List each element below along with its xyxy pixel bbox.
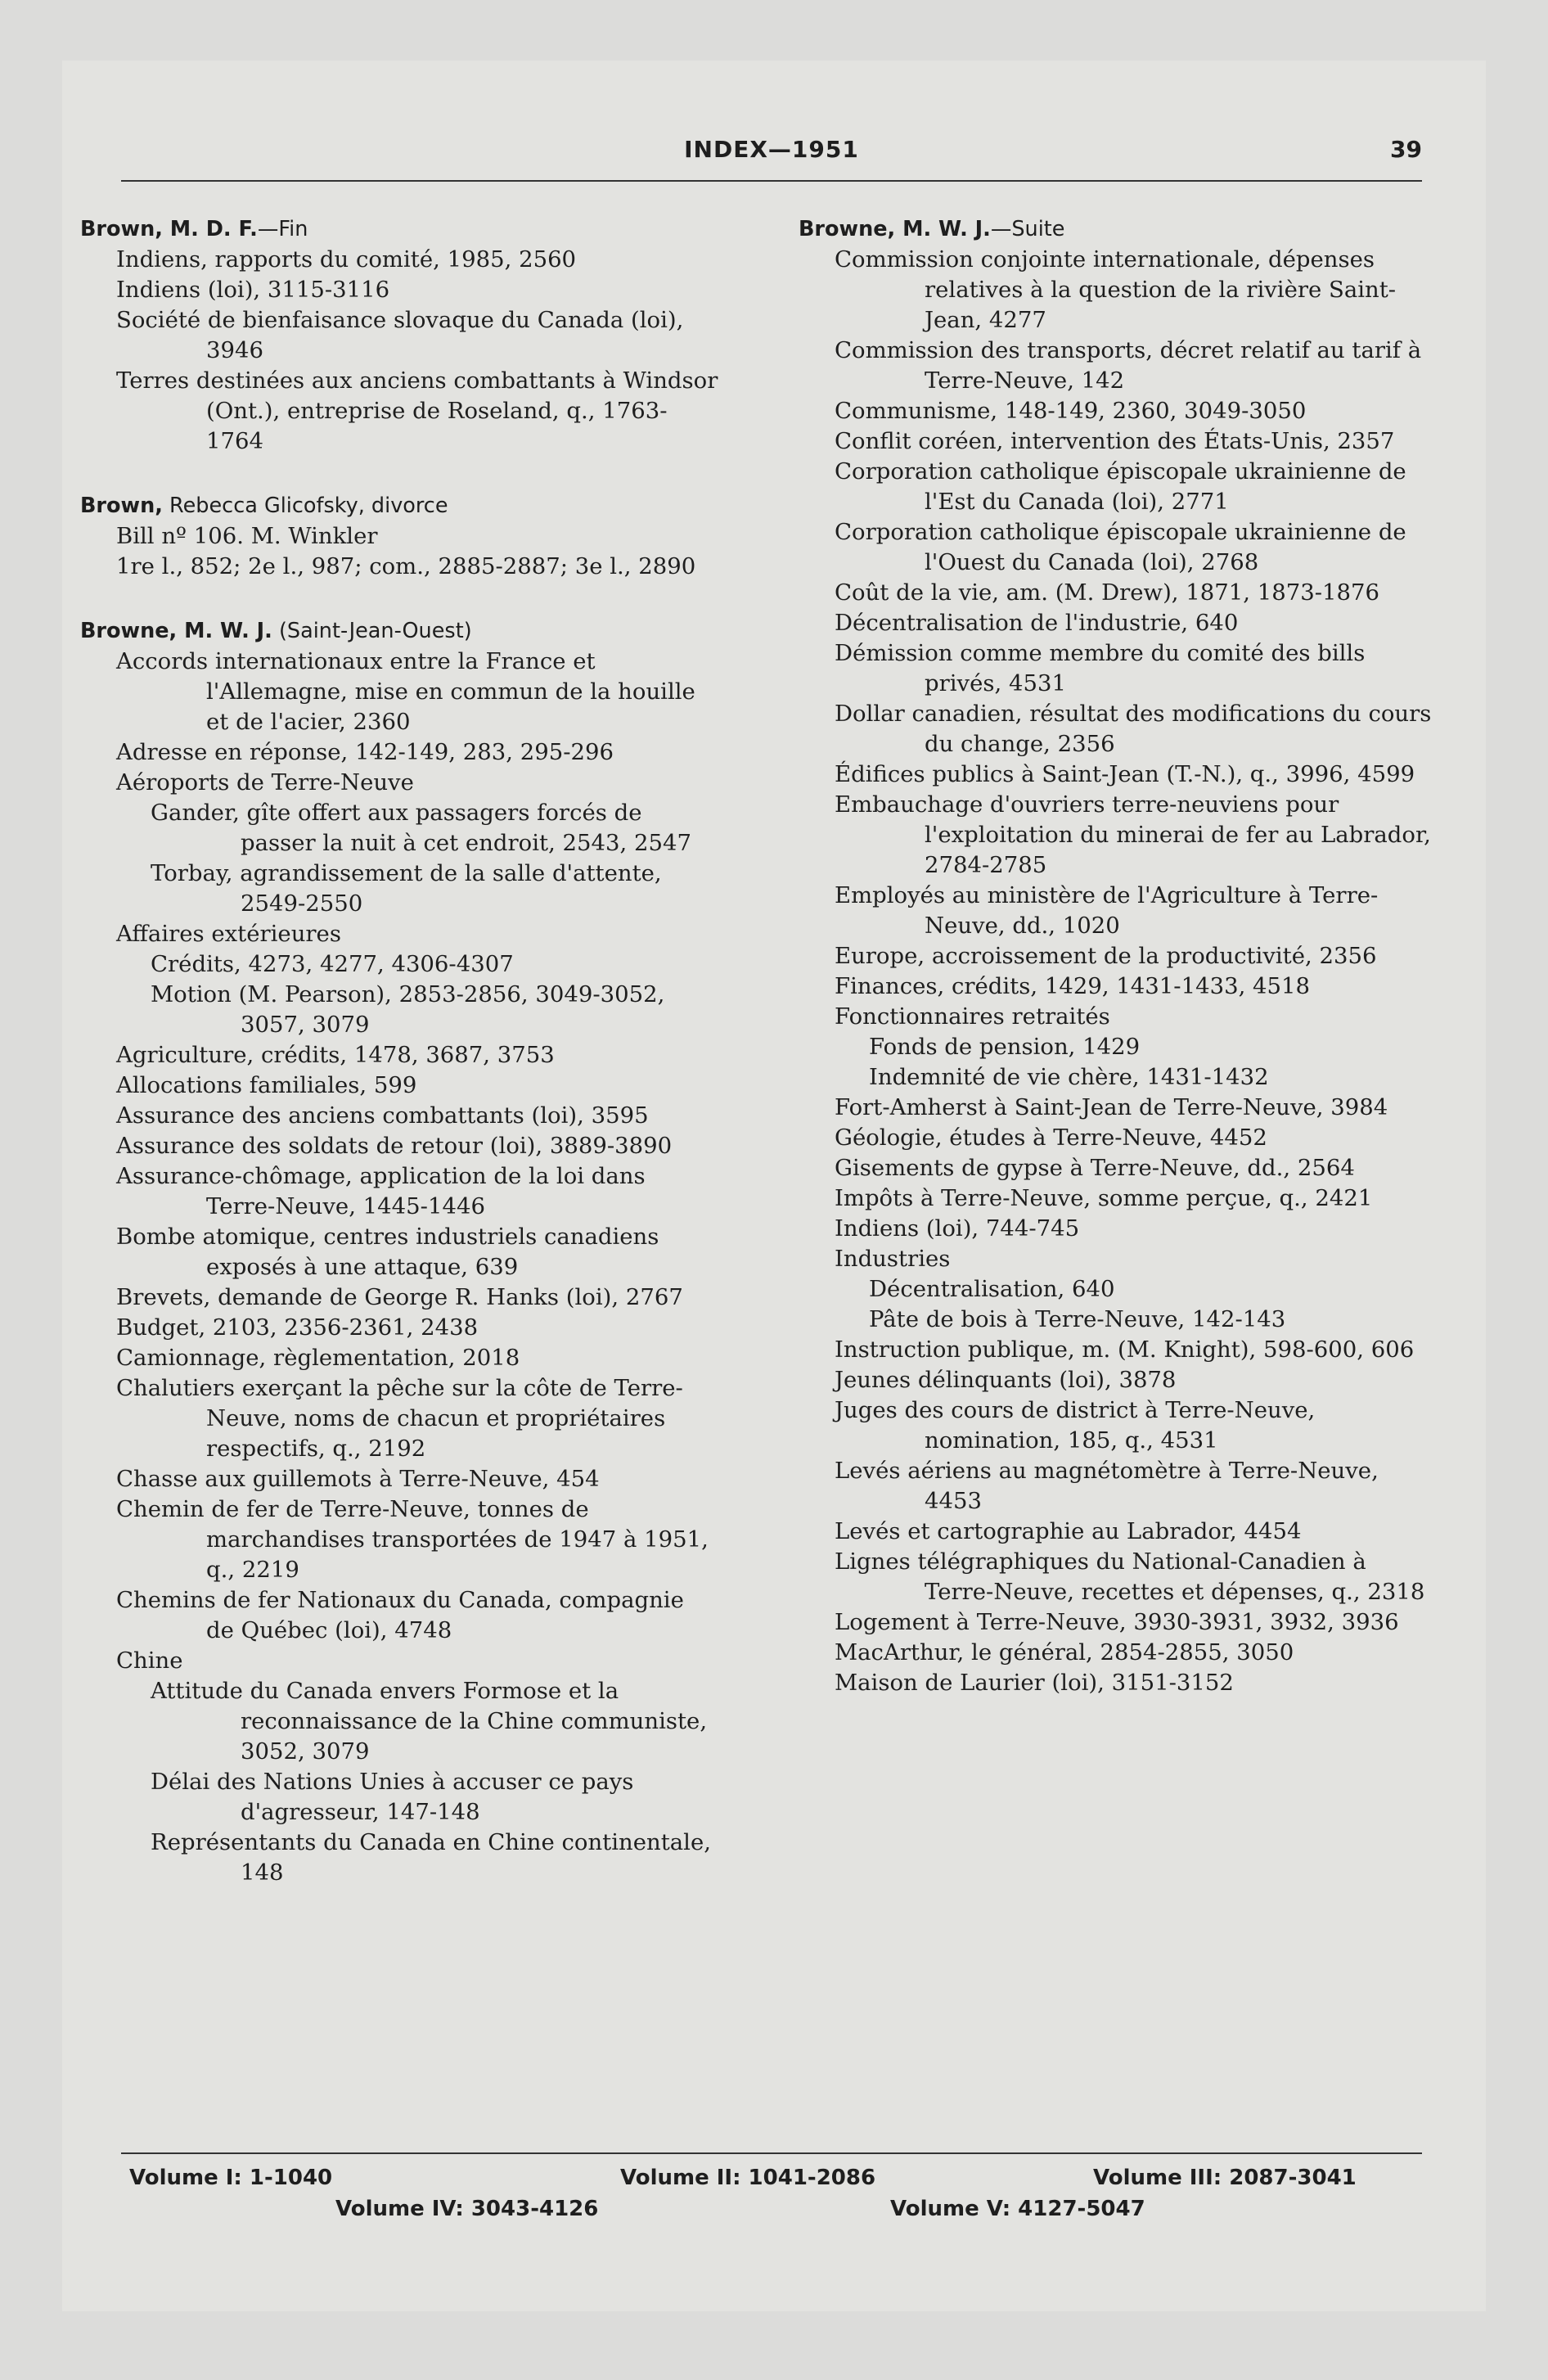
index-entry: Chine xyxy=(116,1648,183,1674)
index-block xyxy=(80,491,718,582)
index-entry: Chasse aux guillemots à Terre-Neuve, 454 xyxy=(116,1466,600,1492)
index-entry: Commission conjointe internationale, dépenses relatives à la question de la rivière Saint-Jean, 4277 xyxy=(835,246,1397,333)
index-entry: Levés et cartographie au Labrador, 4454 xyxy=(835,1518,1302,1544)
index-entry: Indiens (loi), 3115-3116 xyxy=(116,277,390,303)
left-column xyxy=(80,214,718,1922)
index-entry: Indiens, rapports du comité, 1985, 2560 xyxy=(116,246,577,273)
index-subentry: Fonds de pension, 1429 xyxy=(869,1034,1141,1060)
index-heading xyxy=(80,616,718,647)
heading-qualifier: (Saint-Jean-Ouest) xyxy=(272,619,472,643)
index-entry: Logement à Terre-Neuve, 3930-3931, 3932, 3936 xyxy=(835,1609,1399,1635)
index-entry: MacArthur, le général, 2854-2855, 3050 xyxy=(835,1639,1294,1666)
index-entry: Coût de la vie, am. (M. Drew), 1871, 1873-1876 xyxy=(835,579,1380,606)
footer-row-1 xyxy=(121,2162,1422,2193)
index-entry: Démission comme membre du comité des bills privés, 4531 xyxy=(835,640,1366,696)
index-entry: Chemin de fer de Terre-Neuve, tonnes de marchandises transportées de 1947 à 1951, q., 2219 xyxy=(116,1496,709,1583)
index-entry: Brevets, demande de George R. Hanks (loi), 2767 xyxy=(116,1284,683,1310)
index-entry: Fonctionnaires retraités xyxy=(835,1003,1110,1030)
index-entry: Décentralisation de l'industrie, 640 xyxy=(835,610,1239,636)
index-entry: Bill nº 106. M. Winkler xyxy=(116,523,378,549)
index-entry: Corporation catholique épiscopale ukrainienne de l'Est du Canada (loi), 2771 xyxy=(835,458,1406,515)
index-entry: Indiens (loi), 744-745 xyxy=(835,1215,1080,1242)
index-entry: Camionnage, règlementation, 2018 xyxy=(116,1345,520,1371)
index-entry: Édifices publics à Saint-Jean (T.-N.), q., 3996, 4599 xyxy=(835,761,1415,787)
index-entry: Aéroports de Terre-Neuve xyxy=(116,769,414,796)
index-entry: Assurance des anciens combattants (loi), 3595 xyxy=(116,1102,649,1129)
index-entry: Fort-Amherst à Saint-Jean de Terre-Neuve, 3984 xyxy=(835,1094,1388,1120)
index-subentry: Pâte de bois à Terre-Neuve, 142-143 xyxy=(869,1306,1286,1332)
index-entry: Adresse en réponse, 142-149, 283, 295-296 xyxy=(116,739,614,765)
index-entry: Chemins de fer Nationaux du Canada, compagnie de Québec (loi), 4748 xyxy=(116,1587,684,1643)
index-entry: Impôts à Terre-Neuve, somme perçue, q., 2421 xyxy=(835,1185,1373,1211)
heading-name: Brown, M. D. F. xyxy=(80,217,258,241)
index-entry: Communisme, 148-149, 2360, 3049-3050 xyxy=(835,398,1307,424)
index-entry: Commission des transports, décret relatif au tarif à Terre-Neuve, 142 xyxy=(835,337,1422,394)
index-block xyxy=(80,214,718,457)
index-entry: Accords internationaux entre la France et l'Allemagne, mise en commun de la houille et de l'acier, 2360 xyxy=(116,648,695,735)
index-entry: Industries xyxy=(835,1246,951,1272)
index-entry: Levés aériens au magnétomètre à Terre-Neuve, 4453 xyxy=(835,1458,1379,1514)
heading-name: Brown, xyxy=(80,494,163,518)
index-entry: Allocations familiales, 599 xyxy=(116,1072,417,1098)
index-entry: Assurance des soldats de retour (loi), 3889-3890 xyxy=(116,1133,673,1159)
index-entry: Assurance-chômage, application de la loi dans Terre-Neuve, 1445-1446 xyxy=(116,1163,646,1219)
volume-3-range: Volume III: 2087-3041 xyxy=(1093,2166,1357,2190)
heading-name: Browne, M. W. J. xyxy=(799,217,991,241)
index-subentry: Crédits, 4273, 4277, 4306-4307 xyxy=(151,951,514,977)
page-number: 39 xyxy=(1390,136,1422,163)
volume-5-range: Volume V: 4127-5047 xyxy=(890,2197,1145,2221)
index-subentry: Motion (M. Pearson), 2853-2856, 3049-3052, 3057, 3079 xyxy=(151,981,665,1038)
index-entry: Terres destinées aux anciens combattants à Windsor (Ont.), entreprise de Roseland, q., 1763-1764 xyxy=(116,367,718,454)
index-entry: Bombe atomique, centres industriels canadiens exposés à une attaque, 639 xyxy=(116,1224,659,1280)
index-entry: Dollar canadien, résultat des modifications du cours du change, 2356 xyxy=(835,701,1432,757)
index-entry: Embauchage d'ouvriers terre-neuviens pour l'exploitation du minerai de fer au Labrador, 2784-2785 xyxy=(835,791,1431,878)
index-entry: Europe, accroissement de la productivité, 2356 xyxy=(835,943,1377,969)
index-entry: Instruction publique, m. (M. Knight), 598-600, 606 xyxy=(835,1336,1415,1363)
index-entry: 1re l., 852; 2e l., 987; com., 2885-2887; 3e l., 2890 xyxy=(116,553,696,579)
index-heading xyxy=(799,214,1437,245)
index-entry: Jeunes délinquants (loi), 3878 xyxy=(835,1367,1177,1393)
index-title: INDEX—1951 xyxy=(684,136,859,163)
index-entry: Gisements de gypse à Terre-Neuve, dd., 2564 xyxy=(835,1155,1355,1181)
index-entry: Chalutiers exerçant la pêche sur la côte de Terre-Neuve, noms de chacun et propriétaires respectifs, q., 2192 xyxy=(116,1375,683,1462)
index-entry: Juges des cours de district à Terre-Neuve, nomination, 185, q., 4531 xyxy=(835,1397,1316,1454)
heading-qualifier: Rebecca Glicofsky, divorce xyxy=(162,494,448,518)
heading-qualifier: —Suite xyxy=(990,217,1065,241)
index-entry: Budget, 2103, 2356-2361, 2438 xyxy=(116,1314,479,1341)
index-block xyxy=(80,616,718,1888)
index-subentry: Représentants du Canada en Chine continentale, 148 xyxy=(151,1829,711,1886)
index-entry: Société de bienfaisance slovaque du Canada (loi), 3946 xyxy=(116,307,684,363)
index-subentry: Gander, gîte offert aux passagers forcés de passer la nuit à cet endroit, 2543, 2547 xyxy=(151,800,692,856)
index-heading xyxy=(80,491,718,521)
index-subentry: Attitude du Canada envers Formose et la reconnaissance de la Chine communiste, 3052, 3079 xyxy=(151,1678,708,1765)
index-subentry: Indemnité de vie chère, 1431-1432 xyxy=(869,1064,1269,1090)
right-column xyxy=(799,214,1437,1733)
index-entry: Géologie, études à Terre-Neuve, 4452 xyxy=(835,1125,1267,1151)
volume-2-range: Volume II: 1041-2086 xyxy=(620,2166,876,2190)
index-subentry: Décentralisation, 640 xyxy=(869,1276,1115,1302)
index-entry: Conflit coréen, intervention des États-Unis, 2357 xyxy=(835,428,1395,454)
index-entry: Maison de Laurier (loi), 3151-3152 xyxy=(835,1670,1234,1696)
heading-qualifier: —Fin xyxy=(257,217,308,241)
volume-1-range: Volume I: 1-1040 xyxy=(129,2166,333,2190)
index-heading xyxy=(80,214,718,245)
index-entry: Employés au ministère de l'Agriculture à Terre-Neuve, dd., 1020 xyxy=(835,882,1379,939)
index-subentry: Torbay, agrandissement de la salle d'attente, 2549-2550 xyxy=(151,860,662,917)
index-entry: Agriculture, crédits, 1478, 3687, 3753 xyxy=(116,1042,555,1068)
page-header xyxy=(121,131,1422,182)
index-entry: Affaires extérieures xyxy=(116,921,341,947)
volume-footer xyxy=(121,2152,1422,2224)
index-block xyxy=(799,214,1437,1698)
index-entry: Lignes télégraphiques du National-Canadien à Terre-Neuve, recettes et dépenses, q., 2318 xyxy=(835,1548,1425,1605)
index-entry: Corporation catholique épiscopale ukrainienne de l'Ouest du Canada (loi), 2768 xyxy=(835,519,1406,575)
volume-4-range: Volume IV: 3043-4126 xyxy=(335,2197,599,2221)
index-subentry: Délai des Nations Unies à accuser ce pays d'agresseur, 147-148 xyxy=(151,1769,634,1825)
footer-row-2 xyxy=(121,2193,1422,2224)
heading-name: Browne, M. W. J. xyxy=(80,619,272,643)
index-entry: Finances, crédits, 1429, 1431-1433, 4518 xyxy=(835,973,1311,999)
